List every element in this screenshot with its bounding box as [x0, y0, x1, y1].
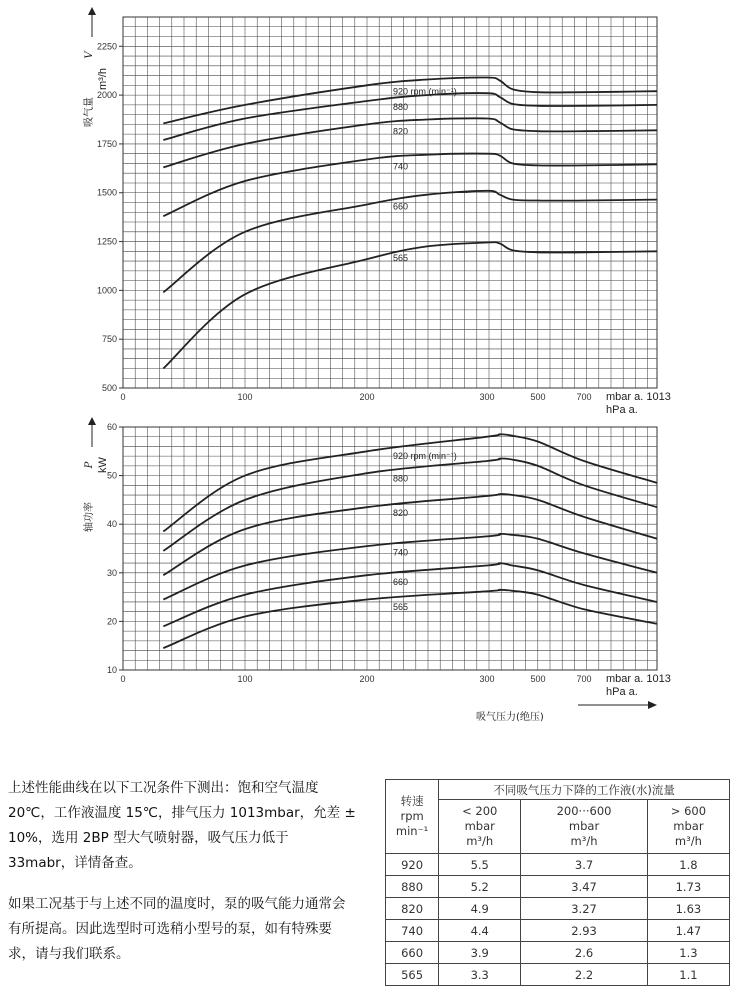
series-line-820	[163, 118, 657, 167]
rpm-header-line-3: min⁻¹	[395, 824, 429, 838]
table-cell-flow: 1.47	[647, 920, 729, 942]
table-cell-flow: 1.3	[647, 942, 729, 964]
table-cell-rpm: 820	[386, 898, 439, 920]
x-tick-label: 300	[479, 392, 495, 402]
sub-header-200-600	[521, 800, 648, 854]
y-tick-label: 1750	[96, 138, 117, 149]
y-axis-arrowhead	[88, 417, 96, 425]
sub-header-200-600-range: 200···600	[556, 804, 612, 818]
table-cell-rpm: 565	[386, 964, 439, 986]
series-label: 565	[393, 601, 409, 612]
sub-header-gt600-unit: mbar	[673, 819, 704, 833]
notes-paragraph-2: 如果工况基于与上述不同的温度时，泵的吸气能力通常会有所提高。因此选型时可选稍小型号的泵，如有特殊要求，请与我们联系。	[8, 896, 346, 962]
x-unit-label: mbar a. 1013	[606, 391, 671, 403]
table-cell-flow: 3.3	[439, 964, 521, 986]
series-label: 740	[393, 161, 409, 172]
series-line-920	[163, 77, 657, 123]
y-tick-label: 1250	[96, 236, 117, 247]
table-cell-flow: 1.73	[647, 876, 729, 898]
y-axis-symbol: V	[84, 51, 95, 59]
label-anchor	[573, 471, 574, 472]
table-cell-flow: 4.9	[439, 898, 521, 920]
x-axis-label: 吸气压力(绝压)	[476, 712, 544, 723]
label-anchor	[573, 100, 574, 101]
x-tick-label: 700	[576, 674, 592, 684]
table-row	[386, 898, 730, 920]
flow-table-body	[386, 854, 730, 986]
table-row	[386, 854, 730, 876]
table-cell-flow: 3.9	[439, 942, 521, 964]
table-cell-flow: 1.63	[647, 898, 729, 920]
table-cell-rpm: 740	[386, 920, 439, 942]
series-line-565	[163, 590, 657, 648]
table-cell-flow: 1.1	[647, 964, 729, 986]
table-cell-flow: 4.4	[439, 920, 521, 942]
x-axis-arrowhead	[648, 701, 657, 709]
x-tick-label: 100	[237, 392, 253, 402]
table-cell-flow: 3.7	[521, 854, 648, 876]
table-row	[386, 964, 730, 986]
y-axis-symbol: P	[84, 461, 95, 469]
series-label: 740	[393, 547, 409, 558]
y-tick-label: 500	[101, 383, 117, 393]
y-tick-label: 10	[106, 665, 117, 675]
x-tick-label: 300	[479, 674, 495, 684]
rpm-header-line-2: rpm	[400, 809, 424, 823]
table-cell-flow: 2.2	[521, 964, 648, 986]
x-tick-label: 100	[237, 674, 253, 684]
table-row	[386, 920, 730, 942]
sub-header-gt600-range: > 600	[670, 804, 707, 818]
sub-header-lt200-range: < 200	[462, 804, 498, 818]
table-row	[386, 876, 730, 898]
series-label: 880	[393, 101, 409, 112]
table-cell-flow: 3.47	[521, 876, 648, 898]
label-anchor	[573, 546, 574, 547]
notes-paragraph-1: 上述性能曲线在以下工况条件下测出：饱和空气温度 20℃，工作液温度 15℃，排气压力 1013mbar，允差 ± 10%，选用 2BP 型大气喷射器，吸气压力低于 33mabr，详情备查。	[8, 780, 356, 871]
series-label: 565	[393, 253, 409, 264]
table-cell-rpm: 660	[386, 942, 439, 964]
x-tick-label: 500	[530, 674, 546, 684]
y-tick-label: 1000	[96, 285, 117, 296]
table-cell-rpm: 880	[386, 876, 439, 898]
series-label: 660	[393, 576, 409, 587]
liquid-flow-table	[385, 779, 730, 986]
y-tick-label: 60	[106, 422, 117, 432]
sub-header-lt200	[439, 800, 521, 854]
x-tick-label: 200	[359, 674, 375, 684]
sub-header-gt600-flow-unit: m³/h	[674, 834, 702, 848]
label-anchor	[573, 575, 574, 576]
x-unit-label-2: hPa a.	[606, 404, 638, 416]
y-tick-label: 750	[101, 334, 117, 345]
series-label: 820	[393, 508, 409, 519]
label-anchor	[573, 600, 574, 601]
label-anchor	[567, 449, 568, 450]
sub-header-lt200-flow-unit: m³/h	[466, 834, 494, 848]
y-tick-label: 2000	[96, 90, 117, 101]
rpm-header	[386, 780, 439, 854]
y-tick-label: 1500	[96, 187, 117, 198]
x-tick-label: 0	[120, 392, 126, 402]
sub-header-200-600-flow-unit: m³/h	[570, 834, 598, 848]
y-tick-label: 30	[106, 567, 117, 578]
y-tick-label: 2250	[96, 41, 117, 52]
sub-header-200-600-unit: mbar	[568, 819, 600, 833]
series-line-740	[163, 154, 657, 217]
table-cell-rpm: 920	[386, 854, 439, 876]
test-conditions-notes	[8, 776, 358, 983]
series-label: 820	[393, 126, 409, 137]
table-row	[386, 942, 730, 964]
series-label: 880	[393, 473, 409, 484]
x-tick-label: 500	[530, 392, 546, 402]
y-axis-arrowhead	[88, 7, 96, 15]
series-line-880	[163, 93, 657, 140]
series-label: 920 rpm (min⁻¹)	[393, 451, 457, 462]
table-cell-flow: 2.93	[521, 920, 648, 942]
y-axis-unit: kW	[97, 457, 109, 473]
x-unit-label-2: hPa a.	[606, 686, 638, 698]
flow-group-header: 不同吸气压力下降的工作液(水)流量	[439, 780, 730, 800]
series-label: 920 rpm (min⁻¹)	[393, 86, 457, 97]
label-anchor	[573, 506, 574, 507]
x-tick-label: 200	[359, 392, 375, 402]
x-tick-label: 700	[576, 392, 592, 402]
y-axis-unit: m³/h	[97, 68, 109, 90]
y-tick-label: 40	[106, 519, 117, 530]
table-cell-flow: 5.5	[439, 854, 521, 876]
table-cell-flow: 3.27	[521, 898, 648, 920]
y-axis-label: 吸气量	[84, 97, 95, 127]
table-cell-flow: 5.2	[439, 876, 521, 898]
x-unit-label: mbar a. 1013	[606, 673, 671, 685]
sub-header-gt600	[647, 800, 729, 854]
y-tick-label: 50	[106, 470, 117, 481]
table-cell-flow: 2.6	[521, 942, 648, 964]
x-tick-label: 0	[120, 674, 126, 684]
y-tick-label: 20	[106, 616, 117, 627]
label-anchor	[573, 160, 574, 161]
y-axis-label: 轴功率	[84, 502, 95, 532]
series-label: 660	[393, 201, 409, 212]
sub-header-lt200-unit: mbar	[464, 819, 495, 833]
rpm-header-line-1: 转速	[400, 794, 424, 808]
table-cell-flow: 1.8	[647, 854, 729, 876]
